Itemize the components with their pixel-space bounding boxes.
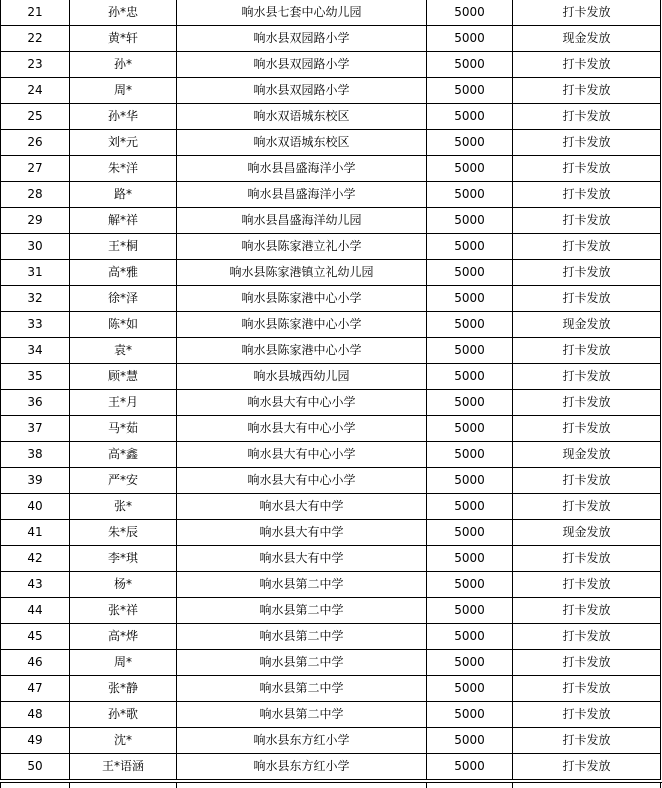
table-row: [1, 702, 661, 728]
cell-amount[interactable]: 5000: [427, 234, 513, 260]
cell-index[interactable]: 27: [1, 156, 70, 182]
cell-index[interactable]: 34: [1, 338, 70, 364]
cell-school[interactable]: 响水县陈家港镇立礼幼儿园: [177, 260, 427, 286]
cell-name[interactable]: 路*: [70, 182, 177, 208]
cell-payment[interactable]: 现金发放: [513, 312, 661, 338]
cell-amount[interactable]: 5000: [427, 104, 513, 130]
cell-school[interactable]: 响水双语城东校区: [177, 130, 427, 156]
cell-school[interactable]: 响水双语城东校区: [177, 104, 427, 130]
cell-name[interactable]: 朱*洋: [70, 156, 177, 182]
cell-name[interactable]: 高*烨: [70, 624, 177, 650]
cell-amount[interactable]: 5000: [427, 520, 513, 546]
cell-payment[interactable]: 打卡发放: [513, 130, 661, 156]
cell-name[interactable]: 顾*慧: [70, 364, 177, 390]
cell-index[interactable]: 49: [1, 728, 70, 754]
cell-index[interactable]: 46: [1, 650, 70, 676]
cell-payment[interactable]: 打卡发放: [513, 650, 661, 676]
cell-amount[interactable]: 5000: [427, 52, 513, 78]
cell-school[interactable]: 响水县城西幼儿园: [177, 364, 427, 390]
cell-amount[interactable]: 5000: [427, 26, 513, 52]
cell-school[interactable]: 响水县第二中学: [177, 572, 427, 598]
cell-index[interactable]: 48: [1, 702, 70, 728]
cell-amount[interactable]: 5000: [427, 598, 513, 624]
cell-school[interactable]: 响水县东方红小学: [177, 754, 427, 780]
cell-name[interactable]: 孙*: [70, 52, 177, 78]
table-row: [1, 598, 661, 624]
cell-school[interactable]: 响水县双园路小学: [177, 52, 427, 78]
table-row: [1, 624, 661, 650]
cell-amount[interactable]: 5000: [427, 364, 513, 390]
table-row: [1, 0, 661, 26]
table-row: [1, 442, 661, 468]
cell-school[interactable]: 响水县陈家港中心小学: [177, 338, 427, 364]
table-row: [1, 208, 661, 234]
table-body: [1, 0, 661, 780]
cell-name[interactable]: 陈*如: [70, 312, 177, 338]
cell-index[interactable]: 37: [1, 416, 70, 442]
cell-school[interactable]: 响水县大有中学: [177, 494, 427, 520]
cell-school[interactable]: 响水县双园路小学: [177, 78, 427, 104]
cell-name[interactable]: 高*雅: [70, 260, 177, 286]
cell-index[interactable]: 28: [1, 182, 70, 208]
cell-school[interactable]: 响水县东方红小学: [177, 728, 427, 754]
cell-amount[interactable]: 5000: [427, 156, 513, 182]
cell-amount[interactable]: 5000: [427, 754, 513, 780]
cell-amount[interactable]: 5000: [427, 312, 513, 338]
cell-name[interactable]: 孙*歌: [70, 702, 177, 728]
cell-school[interactable]: 响水县昌盛海洋小学: [177, 182, 427, 208]
cell-amount[interactable]: 5000: [427, 728, 513, 754]
table-row: [1, 338, 661, 364]
cell-name[interactable]: 黄*轩: [70, 26, 177, 52]
table-row: [1, 676, 661, 702]
cell-name[interactable]: 张*祥: [70, 598, 177, 624]
table-row: [1, 26, 661, 52]
cell-name[interactable]: 马*茹: [70, 416, 177, 442]
cell-payment[interactable]: 现金发放: [513, 442, 661, 468]
cell-payment[interactable]: 打卡发放: [513, 156, 661, 182]
table-row: [1, 234, 661, 260]
cell-index[interactable]: 26: [1, 130, 70, 156]
table-row: [1, 312, 661, 338]
cell-school[interactable]: 响水县大有中心小学: [177, 442, 427, 468]
cell-amount[interactable]: 5000: [427, 130, 513, 156]
cell-name[interactable]: 袁*: [70, 338, 177, 364]
cell-amount[interactable]: 5000: [427, 468, 513, 494]
cell-school[interactable]: 响水县第二中学: [177, 650, 427, 676]
cell-name[interactable]: 王*月: [70, 390, 177, 416]
cell-school[interactable]: 响水县第二中学: [177, 598, 427, 624]
cell-payment[interactable]: 打卡发放: [513, 208, 661, 234]
cell-payment[interactable]: 打卡发放: [513, 52, 661, 78]
cell-payment[interactable]: 打卡发放: [513, 728, 661, 754]
table-row: [1, 754, 661, 780]
table-row: [1, 728, 661, 754]
cell-payment[interactable]: 打卡发放: [513, 338, 661, 364]
cell-amount[interactable]: 5000: [427, 624, 513, 650]
cell-name[interactable]: 张*静: [70, 676, 177, 702]
cell-amount[interactable]: 5000: [427, 338, 513, 364]
table-row: [1, 78, 661, 104]
table-row: [1, 182, 661, 208]
table-row: [1, 494, 661, 520]
cell-name[interactable]: 杨*: [70, 572, 177, 598]
cell-payment[interactable]: 现金发放: [513, 26, 661, 52]
next-row-edge: [0, 782, 662, 788]
cell-payment[interactable]: 打卡发放: [513, 468, 661, 494]
cell-name[interactable]: 王*语涵: [70, 754, 177, 780]
cell-school[interactable]: 响水县大有中学: [177, 546, 427, 572]
cell-payment[interactable]: 打卡发放: [513, 182, 661, 208]
cell-payment[interactable]: 打卡发放: [513, 702, 661, 728]
cell-index[interactable]: 45: [1, 624, 70, 650]
cell-amount[interactable]: 5000: [427, 702, 513, 728]
cell-amount[interactable]: 5000: [427, 572, 513, 598]
cell-index[interactable]: 50: [1, 754, 70, 780]
cell-payment[interactable]: 打卡发放: [513, 234, 661, 260]
cell-name[interactable]: 严*安: [70, 468, 177, 494]
cell-name[interactable]: 徐*泽: [70, 286, 177, 312]
cell-payment[interactable]: 打卡发放: [513, 572, 661, 598]
cell-payment[interactable]: 打卡发放: [513, 0, 661, 26]
cell-index[interactable]: 33: [1, 312, 70, 338]
cell-index[interactable]: 29: [1, 208, 70, 234]
cell-index[interactable]: 30: [1, 234, 70, 260]
cell-payment[interactable]: 打卡发放: [513, 286, 661, 312]
cell-school[interactable]: 响水县七套中心幼儿园: [177, 0, 427, 26]
cell-index[interactable]: 24: [1, 78, 70, 104]
cell-school[interactable]: 响水县双园路小学: [177, 26, 427, 52]
cell-index[interactable]: 38: [1, 442, 70, 468]
cell-index[interactable]: 41: [1, 520, 70, 546]
cell-payment[interactable]: 现金发放: [513, 520, 661, 546]
cell-name[interactable]: 李*琪: [70, 546, 177, 572]
cell-payment[interactable]: 打卡发放: [513, 494, 661, 520]
cell-payment[interactable]: 打卡发放: [513, 78, 661, 104]
cell-amount[interactable]: 5000: [427, 260, 513, 286]
cell-name[interactable]: 王*桐: [70, 234, 177, 260]
cell-school[interactable]: 响水县第二中学: [177, 676, 427, 702]
cell-amount[interactable]: 5000: [427, 182, 513, 208]
table-row: [1, 572, 661, 598]
cell-index[interactable]: 25: [1, 104, 70, 130]
table-row: [1, 104, 661, 130]
cell-school[interactable]: 响水县陈家港立礼小学: [177, 234, 427, 260]
table-row: [1, 130, 661, 156]
cell-school[interactable]: 响水县大有中心小学: [177, 468, 427, 494]
cell-name[interactable]: 高*鑫: [70, 442, 177, 468]
cell-index[interactable]: 32: [1, 286, 70, 312]
cell-school[interactable]: 响水县陈家港中心小学: [177, 286, 427, 312]
cell-payment[interactable]: 打卡发放: [513, 754, 661, 780]
table-row: [1, 260, 661, 286]
cell-name[interactable]: 孙*忠: [70, 0, 177, 26]
cell-school[interactable]: 响水县昌盛海洋幼儿园: [177, 208, 427, 234]
table-row: [1, 286, 661, 312]
cell-amount[interactable]: 5000: [427, 546, 513, 572]
cell-name[interactable]: 解*祥: [70, 208, 177, 234]
cell-payment[interactable]: 打卡发放: [513, 598, 661, 624]
cell-name[interactable]: 周*: [70, 78, 177, 104]
cell-name[interactable]: 朱*辰: [70, 520, 177, 546]
cell-payment[interactable]: 打卡发放: [513, 546, 661, 572]
cell-payment[interactable]: 打卡发放: [513, 390, 661, 416]
table-row: [1, 52, 661, 78]
table-row: [1, 468, 661, 494]
cell-index[interactable]: 42: [1, 546, 70, 572]
cell-amount[interactable]: 5000: [427, 494, 513, 520]
cell-amount[interactable]: 5000: [427, 416, 513, 442]
table-row: [1, 546, 661, 572]
cell-payment[interactable]: 打卡发放: [513, 624, 661, 650]
cell-name[interactable]: 张*: [70, 494, 177, 520]
cell-payment[interactable]: 打卡发放: [513, 416, 661, 442]
cell-amount[interactable]: 5000: [427, 0, 513, 26]
cell-payment[interactable]: 打卡发放: [513, 260, 661, 286]
cell-index[interactable]: 21: [1, 0, 70, 26]
cell-amount[interactable]: 5000: [427, 390, 513, 416]
table-row: [1, 416, 661, 442]
cell-school[interactable]: 响水县陈家港中心小学: [177, 312, 427, 338]
cell-index[interactable]: 44: [1, 598, 70, 624]
cell-index[interactable]: 40: [1, 494, 70, 520]
cell-school[interactable]: 响水县昌盛海洋小学: [177, 156, 427, 182]
cell-payment[interactable]: 打卡发放: [513, 676, 661, 702]
cell-index[interactable]: 47: [1, 676, 70, 702]
cell-name[interactable]: 周*: [70, 650, 177, 676]
cell-payment[interactable]: 打卡发放: [513, 364, 661, 390]
cell-index[interactable]: 31: [1, 260, 70, 286]
cell-amount[interactable]: 5000: [427, 442, 513, 468]
cell-school[interactable]: 响水县第二中学: [177, 624, 427, 650]
cell-school[interactable]: 响水县大有中学: [177, 520, 427, 546]
cell-amount[interactable]: 5000: [427, 676, 513, 702]
cell-school[interactable]: 响水县第二中学: [177, 702, 427, 728]
table-row: [1, 156, 661, 182]
cell-index[interactable]: 43: [1, 572, 70, 598]
cell-index[interactable]: 22: [1, 26, 70, 52]
cell-school[interactable]: 响水县大有中心小学: [177, 416, 427, 442]
cell-amount[interactable]: 5000: [427, 208, 513, 234]
cell-index[interactable]: 35: [1, 364, 70, 390]
cell-name[interactable]: 沈*: [70, 728, 177, 754]
cell-school[interactable]: 响水县大有中心小学: [177, 390, 427, 416]
table-row: [1, 390, 661, 416]
cell-name[interactable]: 刘*元: [70, 130, 177, 156]
table-row: [1, 650, 661, 676]
cell-amount[interactable]: 5000: [427, 78, 513, 104]
cell-amount[interactable]: 5000: [427, 286, 513, 312]
cell-index[interactable]: 23: [1, 52, 70, 78]
table-row: [1, 364, 661, 390]
cell-name[interactable]: 孙*华: [70, 104, 177, 130]
cell-amount[interactable]: 5000: [427, 650, 513, 676]
cell-payment[interactable]: 打卡发放: [513, 104, 661, 130]
cell-index[interactable]: 39: [1, 468, 70, 494]
cell-index[interactable]: 36: [1, 390, 70, 416]
table-row: [1, 520, 661, 546]
